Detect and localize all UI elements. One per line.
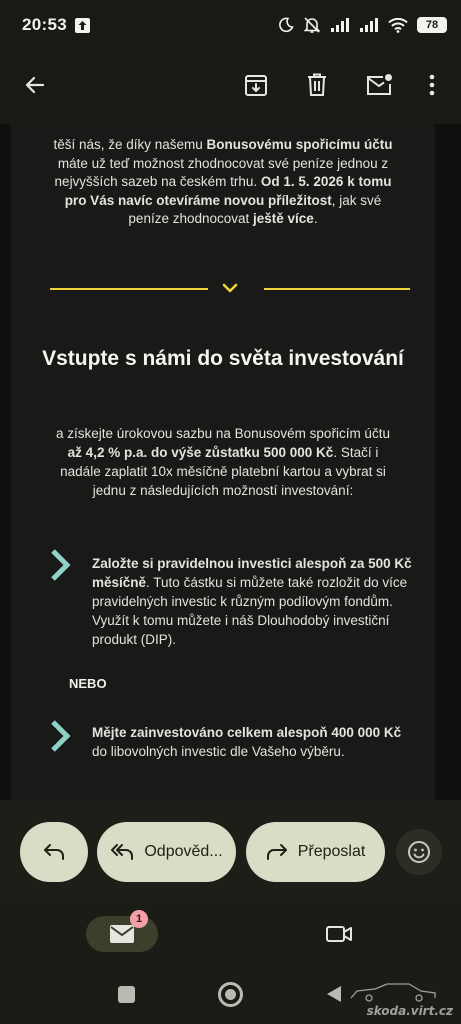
option-2-text — [92, 723, 412, 761]
bottom-navigation — [0, 902, 461, 970]
email-card — [11, 124, 435, 800]
signal-icon — [330, 17, 350, 33]
option-1-text — [92, 554, 412, 649]
delete-button[interactable] — [293, 61, 341, 109]
back-arrow-icon — [23, 73, 47, 97]
more-vert-icon — [429, 74, 435, 96]
back-triangle-icon[interactable] — [325, 984, 343, 1004]
wifi-icon — [388, 17, 408, 33]
reply-all-button[interactable] — [97, 822, 236, 882]
option-1-rest: . Tuto částku si můžete také rozložit do více pravidelných investic k různým podílovým fondům. Využít k tomu můžete i náš Dlouhodobý investiční produkt (DIP). — [92, 575, 408, 647]
offer-text: . Stačí i nadále zaplatit 10x měsíčně platební kartou a vybrat si jednu z následujících možností investování: — [60, 445, 386, 498]
forward-button[interactable] — [246, 822, 385, 882]
divider-line — [50, 288, 208, 290]
mail-icon — [109, 924, 135, 944]
offer-paragraph — [51, 424, 395, 500]
status-time: 20:53 — [22, 15, 67, 34]
back-button[interactable] — [11, 61, 59, 109]
bell-off-icon — [303, 16, 321, 34]
reply-icon — [43, 843, 65, 861]
battery-icon: 78 — [417, 17, 447, 33]
intro-bold: Bonusovému spořicímu účtu — [206, 137, 393, 152]
home-dot — [225, 989, 236, 1000]
emoji-reaction-button[interactable] — [396, 829, 442, 875]
signal-icon — [359, 17, 379, 33]
chevron-right-icon — [49, 548, 73, 582]
offer-bold: až 4,2 % p.a. do výše zůstatku 500 000 Kč — [67, 445, 334, 460]
intro-bold: Od 1. 5. 2026 k tomu pro Vás navíc otevíráme novou příležitost — [64, 174, 392, 208]
divider-line — [264, 288, 410, 290]
option-separator: NEBO — [69, 676, 107, 691]
reply-all-label: Odpověd... — [144, 843, 223, 860]
intro-text: těší nás, že díky našemu — [53, 137, 207, 152]
mark-unread-button[interactable] — [355, 61, 403, 109]
unread-badge: 1 — [130, 910, 148, 928]
watermark: skoda.virt.cz — [366, 1004, 453, 1018]
archive-button[interactable] — [232, 61, 280, 109]
chevron-right-icon — [49, 719, 73, 753]
chevron-down-icon — [222, 282, 238, 294]
option-1-bold: Založte si pravidelnou investici alespoň za 500 Kč měsíčně — [92, 556, 412, 590]
section-heading: Vstupte s námi do světa investování — [42, 347, 404, 370]
video-icon — [325, 924, 353, 944]
archive-icon — [243, 72, 269, 98]
intro-text: máte už teď možnost zhodnocovat své peníze jednou z nejvyšších sazeb na českém trhu. — [54, 155, 389, 189]
intro-paragraph — [51, 136, 395, 229]
trash-icon — [305, 72, 329, 98]
status-bar — [0, 0, 461, 50]
reply-all-icon — [110, 843, 134, 861]
intro-text: . — [313, 211, 318, 226]
reply-button[interactable] — [20, 822, 88, 882]
home-button[interactable] — [218, 982, 243, 1007]
option-2-rest: do libovolných investic dle Vašeho výběru. — [92, 744, 345, 759]
intro-bold: ještě více — [253, 211, 314, 226]
more-options-button[interactable] — [408, 61, 456, 109]
car-logo-icon — [347, 982, 439, 1002]
emoji-icon — [407, 840, 431, 864]
email-toolbar — [0, 50, 461, 124]
reply-action-bar — [0, 800, 461, 902]
nav-meet[interactable] — [323, 920, 355, 948]
mark-unread-icon — [365, 73, 393, 97]
offer-text: a získejte úrokovou sazbu na Bonusovém spořicím účtu — [56, 426, 390, 441]
recents-button[interactable] — [118, 986, 135, 1003]
option-2-bold: Mějte zainvestováno celkem alespoň 400 000 Kč — [92, 725, 402, 740]
intro-text: , jak své peníze zhodnocovat — [128, 192, 382, 226]
nav-mail[interactable] — [86, 913, 158, 952]
system-navigation — [0, 970, 461, 1024]
moon-icon — [278, 17, 294, 33]
upload-icon — [75, 18, 90, 33]
forward-icon — [266, 843, 288, 861]
forward-label: Přeposlat — [297, 843, 366, 860]
email-body — [0, 124, 461, 800]
status-icons — [278, 0, 447, 50]
